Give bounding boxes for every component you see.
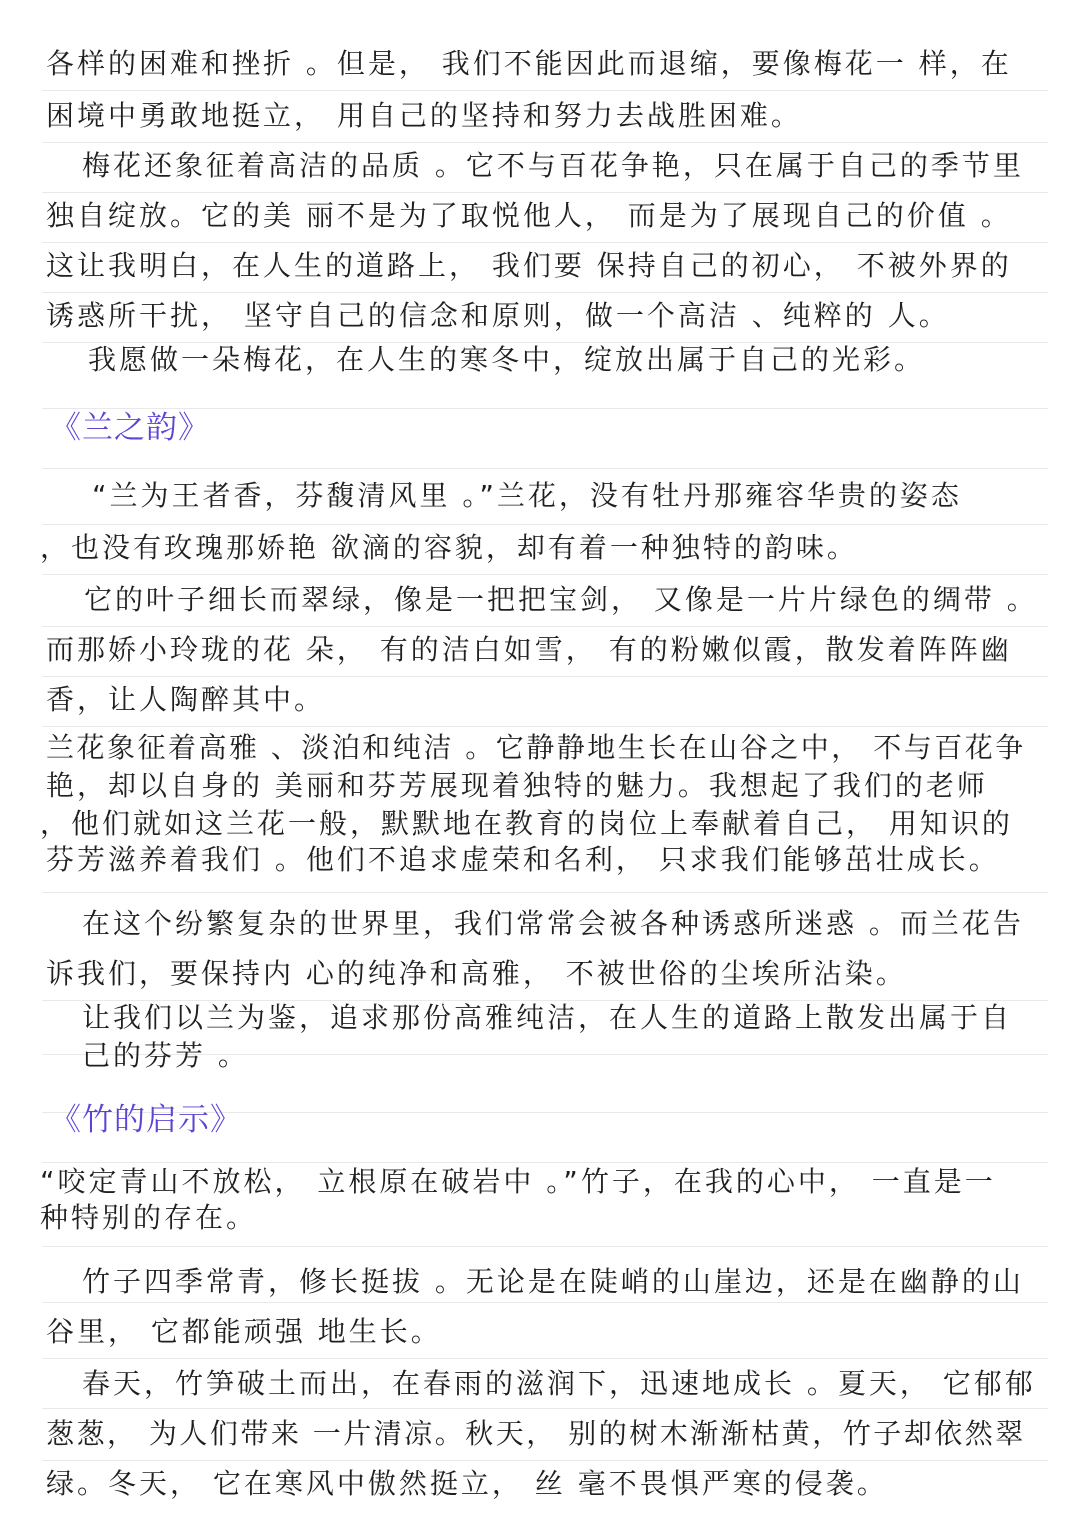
text-line: 诱惑所干扰， 坚守自己的信念和原则，做一个高洁 、纯粹的 人。	[46, 299, 950, 332]
text-line: 芬芳滋养着我们 。他们不追求虚荣和名利， 只求我们能够茁壮成长。	[46, 843, 1000, 876]
ruled-line	[42, 1408, 1048, 1409]
text-line: 竹子四季常青，修长挺拔 。无论是在陡峭的山崖边，还是在幽静的山	[82, 1265, 1024, 1298]
text-line: 艳，却以自身的 美丽和芬芳展现着独特的魅力。我想起了我们的老师	[46, 769, 988, 802]
text-line: 我愿做一朵梅花，在人生的寒冬中，绽放出属于自己的光彩。	[88, 343, 926, 376]
text-line: 谷里， 它都能顽强 地生长。	[46, 1315, 442, 1348]
text-line: 种特别的存在。	[40, 1201, 258, 1234]
ruled-line	[42, 676, 1048, 677]
text-line: 诉我们，要保持内 心的纯净和高雅， 不被世俗的尘埃所沾染。	[46, 957, 907, 990]
ruled-line	[42, 1162, 1048, 1163]
text-line: ，他们就如这兰花一般，默默地在教育的岗位上奉献着自己， 用知识的	[40, 807, 1013, 840]
text-line: 春天，竹笋破土而出，在春雨的滋润下，迅速地成长 。夏天， 它郁郁	[82, 1367, 1036, 1400]
text-line: 独自绽放。它的美 丽不是为了取悦他人， 而是为了展现自己的价值 。	[46, 199, 1012, 232]
text-line: 梅花还象征着高洁的品质 。它不与百花争艳，只在属于自己的季节里	[82, 149, 1024, 182]
text-line: “兰为王者香，芬馥清风里 。”兰花，没有牡丹那雍容华贵的姿态	[92, 479, 962, 512]
text-line: 而那娇小玲珑的花 朵， 有的洁白如雪， 有的粉嫩似霞，散发着阵阵幽	[46, 633, 1012, 666]
ruled-line	[42, 142, 1048, 143]
ruled-line	[42, 1460, 1048, 1461]
ruled-line	[42, 468, 1048, 469]
text-line: “咬定青山不放松， 立根原在破岩中 。”竹子，在我的心中， 一直是一	[40, 1165, 996, 1198]
text-line: 各样的困难和挫折 。但是， 我们不能因此而退缩，要像梅花一 样，在	[46, 47, 1012, 80]
ruled-line	[42, 90, 1048, 91]
text-line: 让我们以兰为鉴，追求那份高雅纯洁，在人生的道路上散发出属于自	[82, 1001, 1013, 1034]
ruled-line	[42, 1302, 1048, 1303]
ruled-line	[42, 192, 1048, 193]
text-line: 葱葱， 为人们带来 一片清凉。秋天， 别的树木渐渐枯黄，竹子却依然翠	[46, 1417, 1026, 1450]
ruled-line	[42, 1246, 1048, 1247]
ruled-line	[42, 726, 1048, 727]
ruled-line	[42, 292, 1048, 293]
text-line: 绿。冬天， 它在寒风中傲然挺立， 丝 毫不畏惧严寒的侵袭。	[46, 1467, 888, 1500]
ruled-line	[42, 892, 1048, 893]
ruled-line	[42, 626, 1048, 627]
text-line: 兰花象征着高雅 、淡泊和纯洁 。它静静地生长在山谷之中， 不与百花争	[46, 731, 1026, 764]
ruled-line	[42, 524, 1048, 525]
ruled-line	[42, 574, 1048, 575]
text-line: ，也没有玫瑰那娇艳 欲滴的容貌，却有着一种独特的韵味。	[40, 531, 858, 564]
text-line: 在这个纷繁复杂的世界里，我们常常会被各种诱惑所迷惑 。而兰花告	[82, 907, 1024, 940]
ruled-line	[42, 242, 1048, 243]
text-line: 己的芬芳 。	[82, 1039, 249, 1072]
ruled-line	[42, 1358, 1048, 1359]
section-title: 《兰之韵》	[50, 410, 210, 446]
text-line: 这让我明白，在人生的道路上， 我们要 保持自己的初心， 不被外界的	[46, 249, 1012, 282]
text-line: 困境中勇敢地挺立， 用自己的坚持和努力去战胜困难。	[46, 99, 802, 132]
text-line: 香，让人陶醉其中。	[46, 683, 326, 716]
section-title: 《竹的启示》	[50, 1102, 242, 1138]
text-line: 它的叶子细长而翠绿，像是一把把宝剑， 又像是一片片绿色的绸带 。	[84, 583, 1038, 616]
